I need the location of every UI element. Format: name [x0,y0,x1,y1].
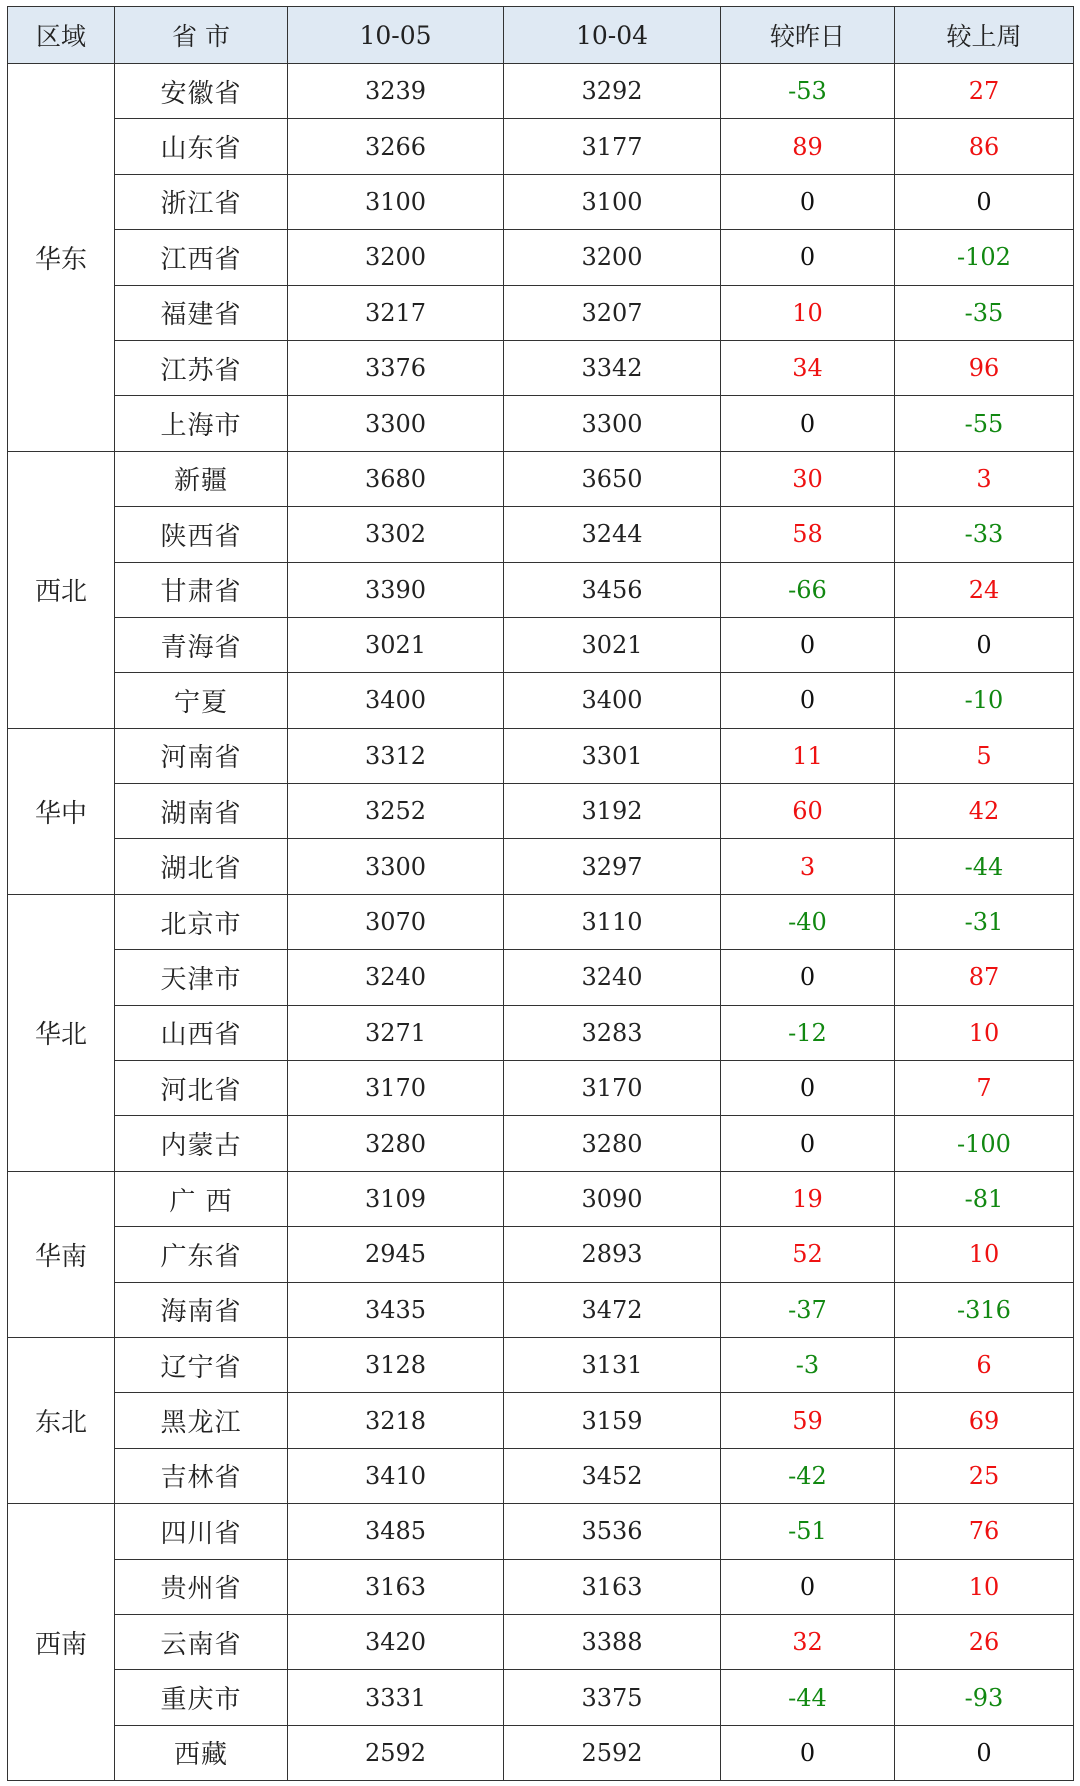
price-1005-cell: 3218 [288,1393,504,1448]
change-vs-yesterday-cell: 11 [721,728,895,783]
change-vs-yesterday-cell: 19 [721,1171,895,1226]
table-row [8,451,1074,506]
price-1004-cell: 3170 [504,1061,721,1116]
table-row [8,285,1074,340]
price-1004-cell: 3110 [504,894,721,949]
change-vs-last-week-cell: 42 [895,784,1074,839]
table-header [8,7,1074,64]
change-vs-yesterday-cell: 30 [721,451,895,506]
region-cell: 西南 [8,1504,115,1781]
province-cell: 河南省 [115,728,288,783]
change-vs-last-week-cell: 26 [895,1614,1074,1669]
price-1004-cell: 3472 [504,1282,721,1337]
change-vs-last-week-cell: 27 [895,64,1074,119]
change-vs-yesterday-cell: 3 [721,839,895,894]
change-vs-last-week-cell: -31 [895,894,1074,949]
table-row [8,1116,1074,1171]
price-1004-cell: 3283 [504,1005,721,1060]
region-cell: 华中 [8,728,115,894]
price-1004-cell: 3300 [504,396,721,451]
price-1004-cell: 3301 [504,728,721,783]
change-vs-last-week-cell: 7 [895,1061,1074,1116]
table-row [8,728,1074,783]
price-1004-cell: 2592 [504,1725,721,1780]
change-vs-yesterday-cell: 89 [721,119,895,174]
province-cell: 湖南省 [115,784,288,839]
change-vs-yesterday-cell: 0 [721,1725,895,1780]
price-1004-cell: 3388 [504,1614,721,1669]
price-1004-cell: 3456 [504,562,721,617]
change-vs-last-week-cell: -10 [895,673,1074,728]
price-1004-cell: 3452 [504,1448,721,1503]
change-vs-last-week-cell: 86 [895,119,1074,174]
price-1005-cell: 3680 [288,451,504,506]
price-1005-cell: 3420 [288,1614,504,1669]
change-vs-last-week-cell: 0 [895,174,1074,229]
change-vs-yesterday-cell: 52 [721,1227,895,1282]
price-1005-cell: 3390 [288,562,504,617]
table-row [8,1614,1074,1669]
header-region: 区域 [8,7,115,64]
table-row [8,1559,1074,1614]
change-vs-yesterday-cell: 0 [721,1116,895,1171]
price-1004-cell: 3177 [504,119,721,174]
region-cell: 华北 [8,894,115,1171]
header-date-1005: 10-05 [288,7,504,64]
table-row [8,64,1074,119]
table-row [8,1337,1074,1392]
price-1004-cell: 3100 [504,174,721,229]
header-vs-yesterday: 较昨日 [721,7,895,64]
change-vs-yesterday-cell: -42 [721,1448,895,1503]
change-vs-last-week-cell: 3 [895,451,1074,506]
change-vs-yesterday-cell: -37 [721,1282,895,1337]
province-cell: 天津市 [115,950,288,1005]
table-row [8,1005,1074,1060]
price-1004-cell: 2893 [504,1227,721,1282]
price-1005-cell: 3280 [288,1116,504,1171]
change-vs-yesterday-cell: 0 [721,1061,895,1116]
table-row [8,174,1074,229]
change-vs-yesterday-cell: 58 [721,507,895,562]
change-vs-yesterday-cell: 0 [721,673,895,728]
change-vs-yesterday-cell: 10 [721,285,895,340]
region-cell: 西北 [8,451,115,728]
table-row [8,1061,1074,1116]
price-1005-cell: 3021 [288,617,504,672]
header-row [8,7,1074,64]
price-1004-cell: 3244 [504,507,721,562]
table-row [8,784,1074,839]
price-1004-cell: 3090 [504,1171,721,1226]
price-1004-cell: 3342 [504,340,721,395]
price-1004-cell: 3400 [504,673,721,728]
change-vs-yesterday-cell: 60 [721,784,895,839]
price-1005-cell: 3302 [288,507,504,562]
price-1005-cell: 3239 [288,64,504,119]
change-vs-last-week-cell: 10 [895,1005,1074,1060]
price-1005-cell: 3312 [288,728,504,783]
table-row [8,396,1074,451]
province-cell: 西藏 [115,1725,288,1780]
province-cell: 福建省 [115,285,288,340]
header-province: 省 市 [115,7,288,64]
region-cell: 华南 [8,1171,115,1337]
price-1005-cell: 3170 [288,1061,504,1116]
change-vs-last-week-cell: 76 [895,1504,1074,1559]
table-row [8,1448,1074,1503]
region-cell: 华东 [8,64,115,452]
province-cell: 陕西省 [115,507,288,562]
price-1005-cell: 3252 [288,784,504,839]
province-cell: 河北省 [115,1061,288,1116]
province-cell: 北京市 [115,894,288,949]
province-cell: 安徽省 [115,64,288,119]
change-vs-yesterday-cell: -66 [721,562,895,617]
price-1005-cell: 3217 [288,285,504,340]
change-vs-last-week-cell: 10 [895,1559,1074,1614]
province-cell: 黑龙江 [115,1393,288,1448]
change-vs-last-week-cell: 0 [895,1725,1074,1780]
price-1004-cell: 3650 [504,451,721,506]
province-cell: 重庆市 [115,1670,288,1725]
price-1005-cell: 3240 [288,950,504,1005]
province-cell: 山东省 [115,119,288,174]
change-vs-yesterday-cell: -3 [721,1337,895,1392]
price-1005-cell: 3376 [288,340,504,395]
price-1005-cell: 3300 [288,839,504,894]
change-vs-last-week-cell: -35 [895,285,1074,340]
header-date-1004: 10-04 [504,7,721,64]
table-row [8,950,1074,1005]
price-1005-cell: 3400 [288,673,504,728]
province-cell: 湖北省 [115,839,288,894]
price-1005-cell: 3070 [288,894,504,949]
price-1005-cell: 3331 [288,1670,504,1725]
change-vs-yesterday-cell: -53 [721,64,895,119]
price-1005-cell: 3163 [288,1559,504,1614]
change-vs-yesterday-cell: -12 [721,1005,895,1060]
table-row [8,230,1074,285]
price-table-container [7,6,1073,1780]
price-1004-cell: 3200 [504,230,721,285]
change-vs-yesterday-cell: -44 [721,1670,895,1725]
table-row [8,1393,1074,1448]
region-cell: 东北 [8,1337,115,1503]
change-vs-yesterday-cell: 0 [721,1559,895,1614]
change-vs-yesterday-cell: 34 [721,340,895,395]
table-row [8,839,1074,894]
price-1004-cell: 3207 [504,285,721,340]
price-1004-cell: 3375 [504,1670,721,1725]
table-row [8,1504,1074,1559]
table-row [8,1227,1074,1282]
price-1005-cell: 2945 [288,1227,504,1282]
change-vs-yesterday-cell: 0 [721,230,895,285]
change-vs-last-week-cell: -44 [895,839,1074,894]
table-row [8,617,1074,672]
change-vs-last-week-cell: -55 [895,396,1074,451]
table-row [8,894,1074,949]
change-vs-last-week-cell: 0 [895,617,1074,672]
change-vs-yesterday-cell: -40 [721,894,895,949]
province-cell: 四川省 [115,1504,288,1559]
province-cell: 辽宁省 [115,1337,288,1392]
change-vs-yesterday-cell: 0 [721,617,895,672]
province-cell: 新疆 [115,451,288,506]
province-cell: 浙江省 [115,174,288,229]
price-1005-cell: 3100 [288,174,504,229]
price-1004-cell: 3240 [504,950,721,1005]
table-row [8,562,1074,617]
province-cell: 甘肃省 [115,562,288,617]
price-1004-cell: 3159 [504,1393,721,1448]
table-row [8,1282,1074,1337]
price-1004-cell: 3131 [504,1337,721,1392]
change-vs-yesterday-cell: 32 [721,1614,895,1669]
price-1005-cell: 3271 [288,1005,504,1060]
price-1005-cell: 3485 [288,1504,504,1559]
header-vs-last-week: 较上周 [895,7,1074,64]
province-cell: 上海市 [115,396,288,451]
change-vs-last-week-cell: 25 [895,1448,1074,1503]
price-1005-cell: 3410 [288,1448,504,1503]
change-vs-last-week-cell: -100 [895,1116,1074,1171]
change-vs-last-week-cell: -81 [895,1171,1074,1226]
price-1004-cell: 3297 [504,839,721,894]
change-vs-last-week-cell: -33 [895,507,1074,562]
table-row [8,340,1074,395]
change-vs-yesterday-cell: 0 [721,174,895,229]
price-1005-cell: 3300 [288,396,504,451]
price-table [7,6,1074,1781]
change-vs-yesterday-cell: 0 [721,396,895,451]
province-cell: 云南省 [115,1614,288,1669]
price-1004-cell: 3192 [504,784,721,839]
price-1005-cell: 3435 [288,1282,504,1337]
price-1005-cell: 2592 [288,1725,504,1780]
change-vs-last-week-cell: 10 [895,1227,1074,1282]
change-vs-last-week-cell: -102 [895,230,1074,285]
table-row [8,507,1074,562]
province-cell: 广东省 [115,1227,288,1282]
table-row [8,1171,1074,1226]
province-cell: 广 西 [115,1171,288,1226]
province-cell: 青海省 [115,617,288,672]
province-cell: 内蒙古 [115,1116,288,1171]
table-row [8,1725,1074,1780]
change-vs-last-week-cell: 69 [895,1393,1074,1448]
price-1005-cell: 3128 [288,1337,504,1392]
province-cell: 海南省 [115,1282,288,1337]
price-1005-cell: 3109 [288,1171,504,1226]
province-cell: 江苏省 [115,340,288,395]
change-vs-last-week-cell: -316 [895,1282,1074,1337]
price-1004-cell: 3021 [504,617,721,672]
table-row [8,673,1074,728]
change-vs-yesterday-cell: 59 [721,1393,895,1448]
change-vs-last-week-cell: 5 [895,728,1074,783]
table-row [8,119,1074,174]
change-vs-yesterday-cell: 0 [721,950,895,1005]
table-row [8,1670,1074,1725]
change-vs-yesterday-cell: -51 [721,1504,895,1559]
price-1005-cell: 3266 [288,119,504,174]
price-1004-cell: 3536 [504,1504,721,1559]
change-vs-last-week-cell: 96 [895,340,1074,395]
change-vs-last-week-cell: 6 [895,1337,1074,1392]
province-cell: 宁夏 [115,673,288,728]
change-vs-last-week-cell: 24 [895,562,1074,617]
table-body [8,64,1074,1781]
province-cell: 江西省 [115,230,288,285]
province-cell: 山西省 [115,1005,288,1060]
change-vs-last-week-cell: -93 [895,1670,1074,1725]
price-1004-cell: 3163 [504,1559,721,1614]
price-1004-cell: 3280 [504,1116,721,1171]
price-1005-cell: 3200 [288,230,504,285]
province-cell: 吉林省 [115,1448,288,1503]
province-cell: 贵州省 [115,1559,288,1614]
price-1004-cell: 3292 [504,64,721,119]
change-vs-last-week-cell: 87 [895,950,1074,1005]
